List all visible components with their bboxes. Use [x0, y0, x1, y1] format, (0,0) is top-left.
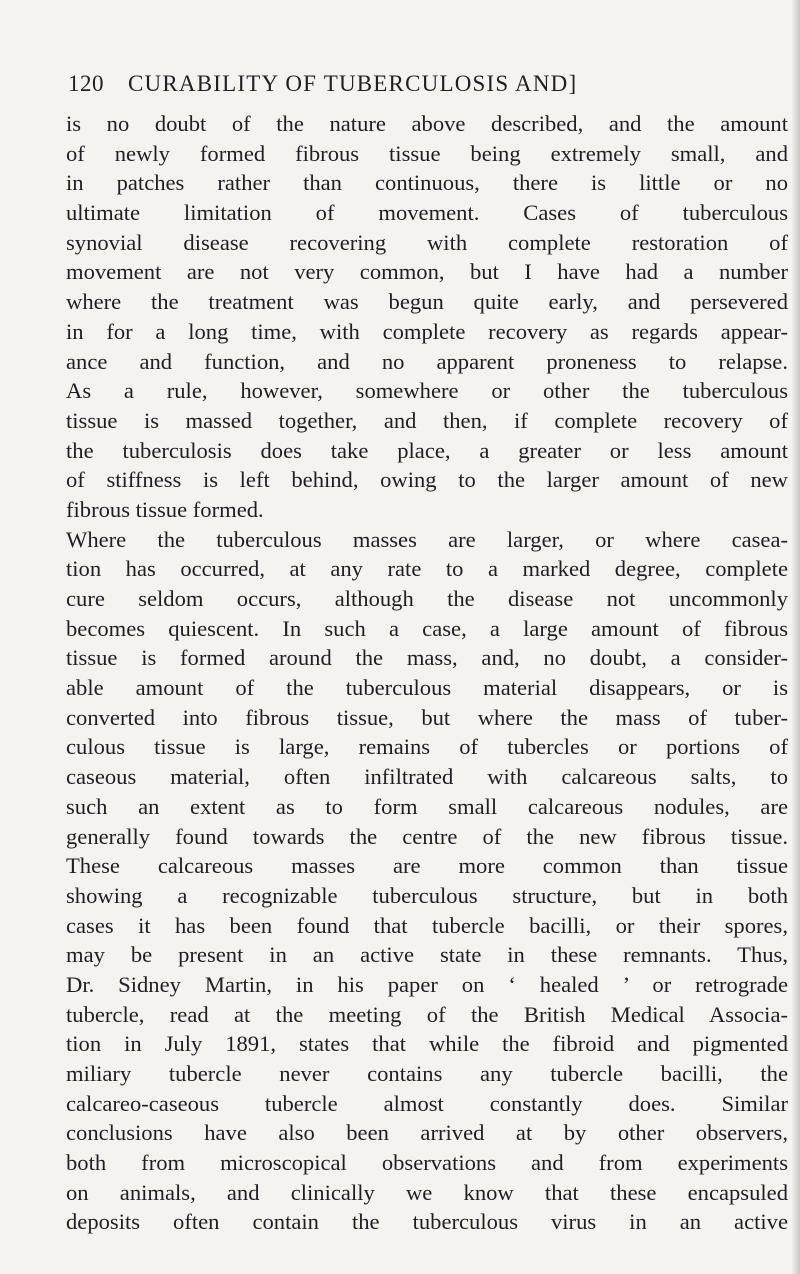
text-line: cases it has been found that tubercle bacilli, or their spores, [66, 912, 788, 938]
text-line: may be present in an active state in these remnants. Thus, [66, 942, 788, 968]
text-line: generally found towards the centre of the new fibrous tissue. [66, 823, 788, 849]
text-line: ance and function, and no apparent proneness to relapse. [66, 348, 788, 374]
text-line: such an extent as to form small calcareous nodules, are [66, 793, 788, 819]
text-line: conclusions have also been arrived at by other observers, [66, 1120, 788, 1146]
text-line: of newly formed fibrous tissue being extremely small, and [66, 140, 788, 166]
text-line: movement are not very common, but I have had a number [66, 259, 788, 285]
text-line: in for a long time, with complete recovery as regards appear- [66, 318, 788, 344]
text-line: Dr. Sidney Martin, in his paper on ‘ healed ’ or retrograde [66, 971, 788, 997]
page-edge-shadow [792, 0, 800, 1274]
text-line: Where the tuberculous masses are larger, or where casea- [66, 526, 788, 552]
text-line: calcareo-caseous tubercle almost constantly does. Similar [66, 1090, 788, 1116]
running-head-title: CURABILITY OF TUBERCULOSIS AND] [128, 71, 578, 96]
text-line: both from microscopical observations and from experiments [66, 1150, 788, 1176]
text-line: caseous material, often infiltrated with calcareous salts, to [66, 764, 788, 790]
text-line: cure seldom occurs, although the disease not uncommonly [66, 586, 788, 611]
text-line: fibrous tissue formed. [66, 496, 264, 522]
text-line: tion in July 1891, states that while the fibroid and pigmented [66, 1031, 788, 1057]
page-number: 120 [68, 71, 104, 96]
text-line: tubercle, read at the meeting of the British Medical Associa- [66, 1001, 788, 1027]
text-line: tissue is formed around the mass, and, no doubt, a consider- [66, 645, 788, 671]
text-line: on animals, and clinically we know that these encapsuled [66, 1179, 788, 1205]
text-line: ultimate limitation of movement. Cases of tuberculous [66, 200, 788, 226]
text-line: synovial disease recovering with complete restoration of [66, 229, 788, 255]
text-line: where the treatment was begun quite early, and persevered [66, 289, 788, 315]
body-text [66, 109, 788, 1237]
text-line: These calcareous masses are more common than tissue [66, 853, 788, 879]
text-line: becomes quiescent. In such a case, a large amount of fibrous [66, 615, 788, 641]
text-line: tion has occurred, at any rate to a marked degree, complete [66, 556, 788, 582]
text-line: is no doubt of the nature above described, and the amount [66, 111, 788, 136]
text-line: deposits often contain the tuberculous virus in an active [66, 1209, 788, 1235]
text-line: miliary tubercle never contains any tubercle bacilli, the [66, 1061, 788, 1086]
text-line: of stiffness is left behind, owing to the larger amount of new [66, 467, 788, 493]
text-line: converted into fibrous tissue, but where the mass of tuber- [66, 704, 788, 730]
text-line: As a rule, however, somewhere or other the tuberculous [66, 378, 788, 404]
text-line: showing a recognizable tuberculous structure, but in both [66, 882, 788, 908]
running-head [68, 70, 788, 98]
text-line: the tuberculosis does take place, a greater or less amount [66, 437, 788, 463]
text-line: able amount of the tuberculous material disappears, or is [66, 675, 788, 701]
text-line: tissue is massed together, and then, if complete recovery of [66, 407, 788, 433]
text-line: in patches rather than continuous, there is little or no [66, 170, 788, 196]
text-line: culous tissue is large, remains of tubercles or portions of [66, 734, 788, 760]
